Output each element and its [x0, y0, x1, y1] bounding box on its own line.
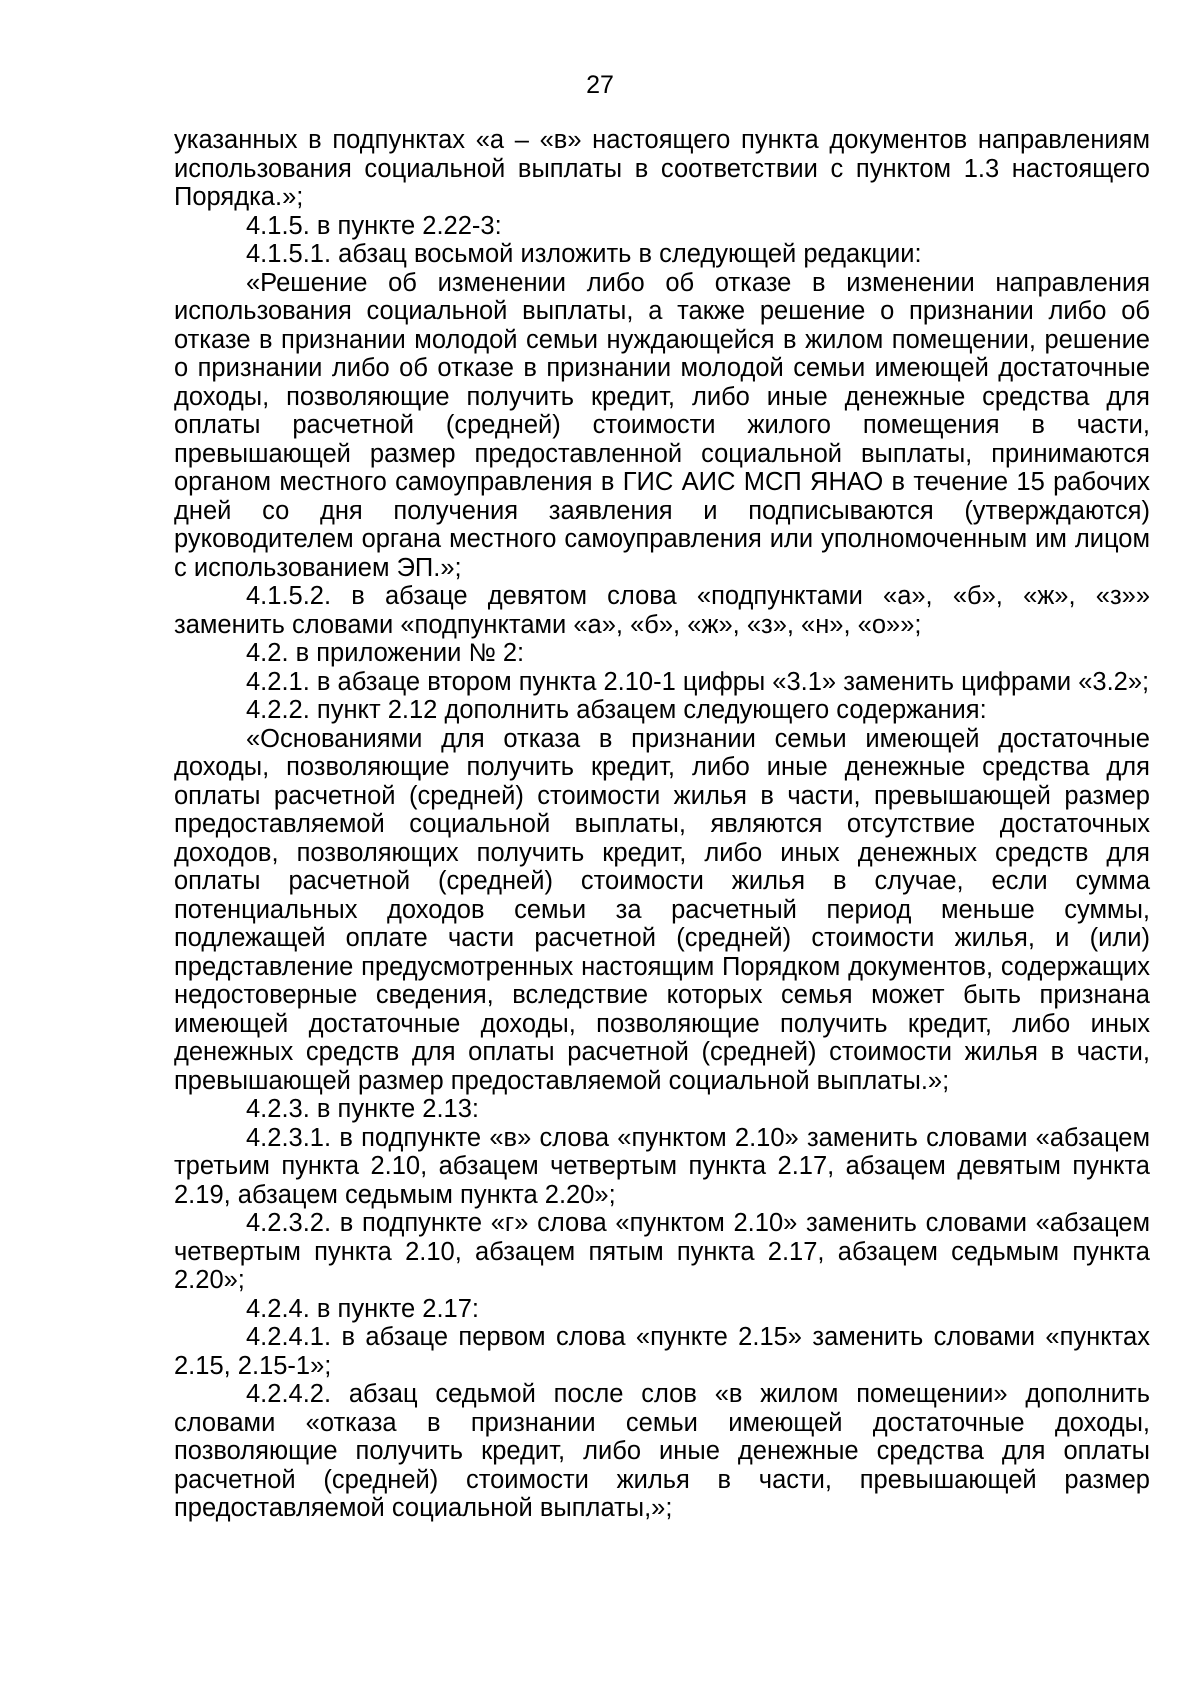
paragraph: «Решение об изменении либо об отказе в изменении направления использования социальной выплаты, а также решение о признании либо об отказе в признании молодой семьи нуждающейся в жилом помещении, решение о признании либо об отказе в признании молодой семьи имеющей достаточные доходы, позволяющие получить кредит, либо иные денежные средства для оплаты расчетной (средней) стоимости жилого помещения в части, превышающей размер предоставленной социальной выплаты, принимаются органом местного самоуправления в ГИС АИС МСП ЯНАО в течение 15 рабочих дней со дня получения заявления и подписываются (утверждаются) руководителем органа местного самоуправления или уполномоченным им лицом с использованием ЭП.»; [174, 268, 1150, 582]
paragraph: 4.1.5.1. абзац восьмой изложить в следующей редакции: [246, 240, 922, 268]
paragraph: 4.2.3.2. в подпункте «г» слова «пунктом 2.10» заменить словами «абзацем четвертым пункта 2.10, абзацем пятым пункта 2.17, абзацем седьмым пункта 2.20»; [174, 1209, 1150, 1294]
paragraph: указанных в подпунктах «а – «в» настоящего пункта документов направлениям использования социальной выплаты в соответствии с пунктом 1.3 настоящего Порядка.»; [174, 126, 1150, 211]
paragraph: 4.2.2. пункт 2.12 дополнить абзацем следующего содержания: [246, 696, 987, 724]
paragraph: 4.2.4. в пункте 2.17: [246, 1294, 479, 1323]
paragraph: 4.2.4.2. абзац седьмой после слов «в жилом помещении» дополнить словами «отказа в признании семьи имеющей достаточные доходы, позволяющие получить кредит, либо иные денежные средства для оплаты расчетной (средней) стоимости жилья в части, превышающей размер предоставляемой социальной выплаты,»; [174, 1380, 1150, 1522]
paragraph: «Основаниями для отказа в признании семьи имеющей достаточные доходы, позволяющие получить кредит, либо иные денежные средства для оплаты расчетной (средней) стоимости жилья в части, превышающей размер предоставляемой социальной выплаты, являются отсутствие достаточных доходов, позволяющих получить кредит, либо иных денежных средств для оплаты расчетной (средней) стоимости жилья в случае, если сумма потенциальных доходов семьи за расчетный период меньше суммы, подлежащей оплате части расчетной (средней) стоимости жилья, и (или) представление предусмотренных настоящим Порядком документов, содержащих недостоверные сведения, вследствие которых семья может быть признана имеющей достаточные доходы, позволяющие получить кредит, либо иных денежных средств для оплаты расчетной (средней) стоимости жилья в части, превышающей размер предоставляемой социальной выплаты.»; [174, 724, 1150, 1095]
paragraph: 4.2.1. в абзаце втором пункта 2.10-1 цифры «3.1» заменить цифрами «3.2»; [246, 667, 1150, 696]
paragraph: 4.2. в приложении № 2: [246, 639, 525, 667]
page-number: 27 [586, 71, 614, 99]
paragraph: 4.2.3. в пункте 2.13: [246, 1095, 479, 1123]
paragraph: 4.2.3.1. в подпункте «в» слова «пунктом 2.10» заменить словами «абзацем третьим пункта 2.10, абзацем четвертым пункта 2.17, абзацем девятым пункта 2.19, абзацем седьмым пункта 2.20»; [174, 1123, 1150, 1209]
paragraph: 4.2.4.1. в абзаце первом слова «пункте 2.15» заменить словами «пунктах 2.15, 2.15-1»; [174, 1323, 1150, 1380]
document-body [174, 126, 1150, 1523]
paragraph: 4.1.5.2. в абзаце девятом слова «подпунктами «а», «б», «ж», «з»» заменить словами «подпунктами «а», «б», «ж», «з», «н», «о»»; [174, 582, 1150, 639]
paragraph: 4.1.5. в пункте 2.22-3: [246, 211, 502, 240]
